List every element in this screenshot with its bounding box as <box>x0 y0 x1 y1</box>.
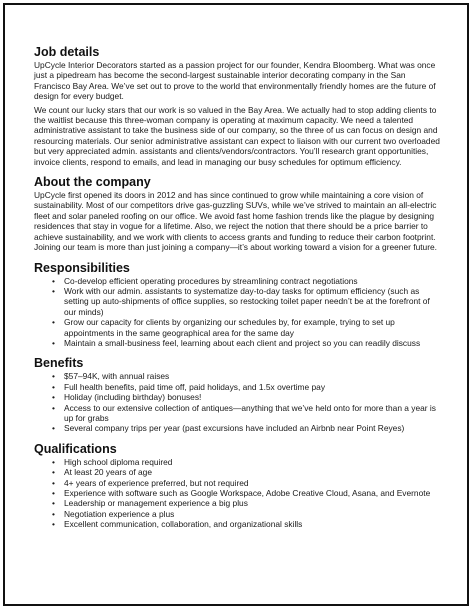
list-item-text: Excellent communication, collaboration, and organizational skills <box>64 519 303 530</box>
list-item-text: Grow our capacity for clients by organizing our schedules by, for example, trying to set up appointments in the same geographical area for the same day <box>64 317 395 338</box>
heading-benefits: Benefits <box>34 356 84 371</box>
bullet-icon: • <box>52 519 55 530</box>
list-item <box>36 276 443 286</box>
benefits-list <box>34 371 443 433</box>
bullet-icon: • <box>52 477 55 488</box>
section-job-details <box>34 45 443 167</box>
list-item-text: Experience with software such as Google Workspace, Adobe Creative Cloud, Asana, and Evernote <box>64 488 431 498</box>
bullet-icon: • <box>52 498 55 509</box>
section-responsibilities <box>34 261 443 349</box>
bullet-icon: • <box>52 508 55 519</box>
list-item <box>36 317 443 338</box>
list-item <box>36 467 443 477</box>
list-item-text: Leadership or management experience a big plus <box>64 498 248 509</box>
bullet-icon: • <box>52 337 55 348</box>
list-item <box>36 403 443 424</box>
list-item <box>36 509 443 519</box>
list-item <box>36 286 443 317</box>
heading-about-company: About the company <box>34 175 151 190</box>
bullet-icon: • <box>52 285 55 296</box>
list-item <box>36 423 443 433</box>
qualifications-list <box>34 457 443 530</box>
bullet-icon: • <box>52 467 55 478</box>
bullet-icon: • <box>52 317 55 328</box>
list-item-text: Work with our admin. assistants to systematize day-to-day tasks for optimum efficiency (such as setting up auto-shipments of office supplies, so restocking toilet paper needn’t be at the forefront of our minds) <box>64 285 430 317</box>
paragraph: UpCycle first opened its doors in 2012 and has since continued to grow while maintaining a core vision of sustainability. Most of our competitors drive gas-guzzling SUVs, while we’ve strived to maintain an all-electric fleet and solar paneled roofing on our office. We avoid fast home fashion trends like the plague by designing residences that stay in vogue for a lifetime. Also, we reject the notion that there should be a price barrier to achieve sustainability, and we work with clients to access grants and funding to reduce their carbon footprint. Joining our team is more than just joining a company—it’s about working toward a vision for a greener future. <box>34 190 437 253</box>
bullet-icon: • <box>52 456 55 467</box>
list-item <box>36 382 443 392</box>
list-item <box>36 371 443 381</box>
heading-qualifications: Qualifications <box>34 441 117 456</box>
document-page <box>3 3 469 606</box>
paragraph: UpCycle Interior Decorators started as a passion project for our founder, Kendra Bloomberg. What was once just a pipedream has become the second-largest sustainable interior decorating company in the San Francisco Bay Area. We’ve set out to prove to the world that environmentally friendly homes are the future of design for every budget. <box>34 60 436 102</box>
list-item-text: Negotiation experience a plus <box>64 508 175 519</box>
list-item <box>36 519 443 529</box>
bullet-icon: • <box>52 402 55 413</box>
bullet-icon: • <box>52 371 55 382</box>
bullet-icon: • <box>52 275 55 286</box>
section-benefits <box>34 356 443 433</box>
section-qualifications <box>34 442 443 530</box>
list-item-text: Access to our extensive collection of antiques—anything that we’ve held onto for more than a year is up for grabs <box>64 402 436 423</box>
list-item <box>36 488 443 498</box>
list-item-text: At least 20 years of age <box>64 467 152 478</box>
bullet-icon: • <box>52 381 55 392</box>
list-item <box>36 498 443 508</box>
list-item <box>36 457 443 467</box>
list-item-text: 4+ years of experience preferred, but not required <box>64 477 249 488</box>
section-about-company <box>34 175 443 252</box>
list-item <box>36 338 443 348</box>
list-item-text: Several company trips per year (past excursions have included an Airbnb near Point Reyes) <box>64 423 405 434</box>
bullet-icon: • <box>52 488 55 498</box>
heading-job-details: Job details <box>34 45 100 59</box>
list-item-text: Holiday (including birthday) bonuses! <box>64 392 202 403</box>
responsibilities-list <box>34 276 443 349</box>
list-item <box>36 392 443 402</box>
paragraph: We count our lucky stars that our work is so valued in the Bay Area. We actually had to stop adding clients to the waitlist because this three-woman company is operating at maximum capacity. We need a talented administrative assistant to take the business side of our company, so the three of us can focus on design and resourcing materials. Our senior administrative assistant can expect to liaison with our current two overloaded but very appreciated admin. assistants and clients/vendors/contractors. You’ll research grant opportunities, invoice clients, respond to emails, and lead in managing our busy schedules for optimum efficiency. <box>34 104 440 167</box>
heading-responsibilities: Responsibilities <box>34 260 130 275</box>
bullet-icon: • <box>52 423 55 434</box>
list-item-text: Maintain a small-business feel, learning about each client and project so you can readily discuss <box>64 337 421 348</box>
bullet-icon: • <box>52 392 55 403</box>
list-item-text: Full health benefits, paid time off, paid holidays, and 1.5x overtime pay <box>64 381 326 392</box>
list-item-text: Co-develop efficient operating procedures by streamlining contract negotiations <box>64 275 358 286</box>
list-item-text: High school diploma required <box>64 456 173 467</box>
list-item <box>36 478 443 488</box>
list-item-text: $57–94K, with annual raises <box>64 371 170 382</box>
